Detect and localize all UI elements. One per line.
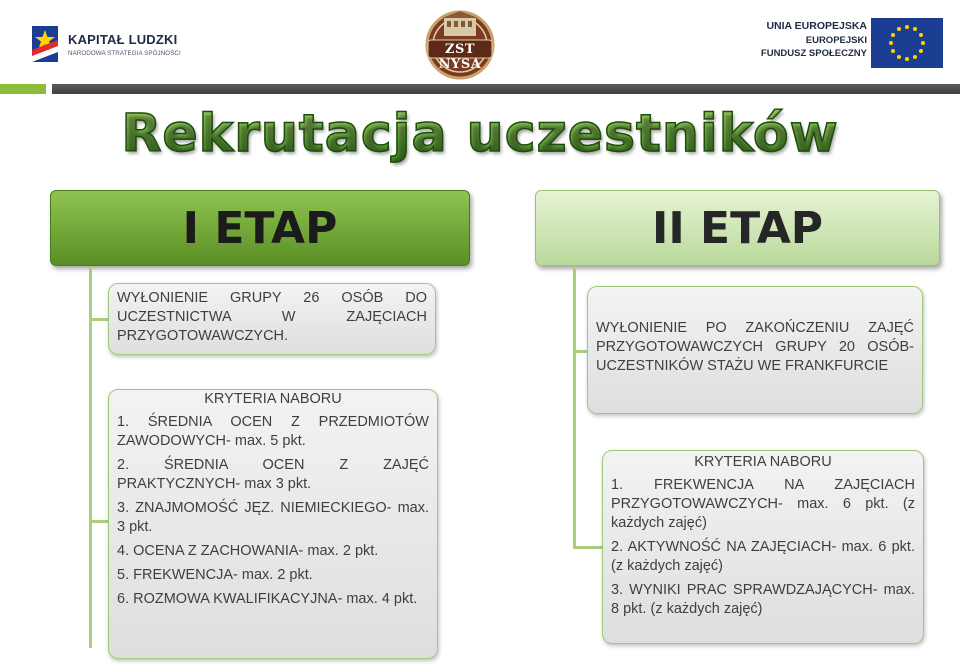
stage1-criterion: 3. ZNAJMOMOŚĆ JĘZ. NIEMIECKIEGO- max. 3 pkt. — [117, 500, 429, 535]
divider-bar-dark — [52, 84, 960, 94]
eu-line1: UNIA EUROPEJSKA — [766, 20, 867, 32]
stage2-criterion: 1. FREKWENCJA NA ZAJĘCIACH PRZYGOTOWAWCZYCH- max. 6 pkt. (z każdych zajęć) — [611, 477, 915, 531]
stage1-criterion: 6. ROZMOWA KWALIFIKACYJNA- max. 4 pkt. — [117, 591, 418, 607]
stage1-criterion: 4. OCENA Z ZACHOWANIA- max. 2 pkt. — [117, 543, 379, 559]
kapital-ludzki-subtitle: NARODOWA STRATEGIA SPÓJNOŚCI — [68, 50, 181, 57]
stage1-connector-vertical — [89, 266, 92, 648]
zst-nysa-logo — [418, 8, 502, 82]
stage1-criteria-title: KRYTERIA NABORU — [204, 391, 342, 407]
stage1-goal-box — [108, 283, 436, 355]
stage2-criteria-box — [602, 450, 924, 644]
stage1-criterion: 5. FREKWENCJA- max. 2 pkt. — [117, 567, 313, 583]
eu-flag-icon — [871, 18, 943, 68]
stage2-goal-box — [587, 286, 923, 414]
eu-line3: FUNDUSZ SPOŁECZNY — [760, 48, 867, 59]
stage1-connector-criteria — [89, 520, 109, 523]
eu-logo — [745, 6, 955, 70]
stage2-heading: II ETAP — [535, 190, 940, 266]
stage2-criteria-title: KRYTERIA NABORU — [694, 454, 832, 470]
eu-line2: EUROPEJSKI — [805, 35, 867, 46]
stage1-criterion: 1. ŚREDNIA OCEN Z PRZEDMIOTÓW ZAWODOWYCH- max. 5 pkt. — [117, 414, 429, 449]
divider-accent — [0, 84, 46, 94]
stage1-goal-text: WYŁONIENIE GRUPY 26 OSÓB DO UCZESTNICTWA W ZAJĘCIACH PRZYGOTOWAWCZYCH. — [117, 290, 427, 344]
stage2-connector-vertical — [573, 266, 576, 548]
kapital-ludzki-star-icon — [30, 24, 60, 64]
stage1-connector-goal — [89, 318, 109, 321]
kapital-ludzki-logo — [30, 24, 190, 66]
stage2-criterion: 3. WYNIKI PRAC SPRAWDZAJĄCYCH- max. 8 pkt. (z każdych zajęć) — [611, 582, 915, 617]
stage2-connector-goal — [573, 350, 588, 353]
stage2-criterion: 2. AKTYWNOŚĆ NA ZAJĘCIACH- max. 6 pkt. (z każdych zajęć) — [611, 539, 915, 574]
header-divider — [0, 84, 960, 94]
stage2-goal-text: WYŁONIENIE PO ZAKOŃCZENIU ZAJĘĆ PRZYGOTOWAWCZYCH GRUPY 20 OSÓB- UCZESTNIKÓW STAŻU WE FRANKFURCIE — [596, 320, 914, 374]
kapital-ludzki-title: KAPITAŁ LUDZKI — [68, 32, 178, 47]
stage1-criteria-box — [108, 389, 438, 659]
page-title: Rekrutacja uczestników — [0, 104, 960, 164]
stage1-heading: I ETAP — [50, 190, 470, 266]
zst-nysa-text: ZST NYSA — [438, 42, 482, 72]
stage1-criterion: 2. ŚREDNIA OCEN Z ZAJĘĆ PRAKTYCZNYCH- max 3 pkt. — [117, 457, 429, 492]
stage2-connector-criteria — [573, 546, 603, 549]
